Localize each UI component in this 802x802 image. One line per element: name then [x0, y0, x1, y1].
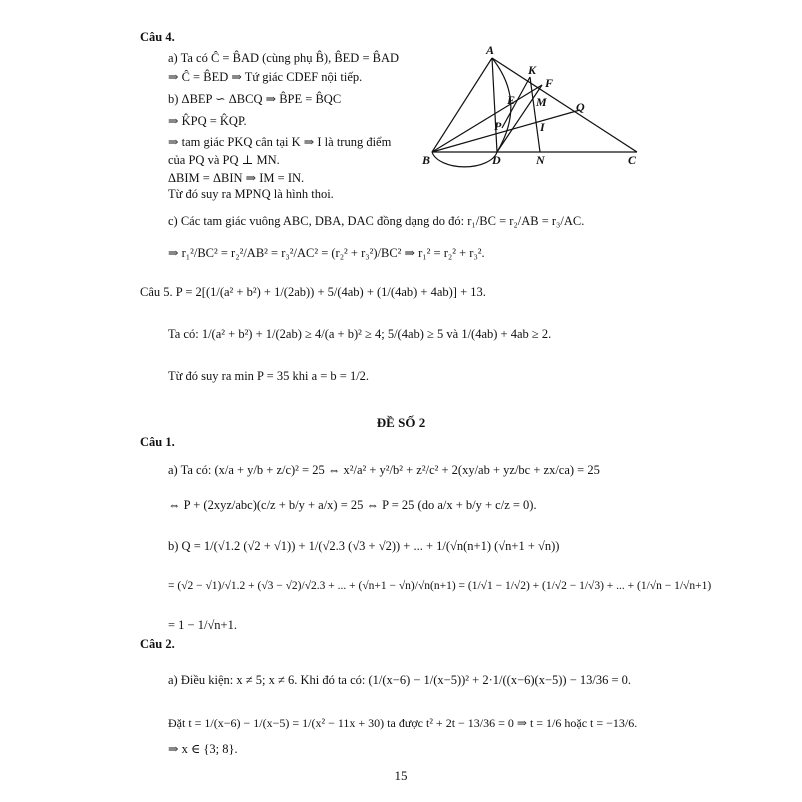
cau4-heading: Câu 4. — [140, 30, 175, 44]
cau4-line-b2: ⇒ K̂PQ = K̂QP. — [168, 114, 247, 128]
cau4-line-a2: ⇒ Ĉ = B̂ED ⇒ Tứ giác CDEF nội tiếp. — [168, 70, 363, 84]
cau2-line-a1: a) Điều kiện: x ≠ 5; x ≠ 6. Khi đó ta có: (1/(x−6) − 1/(x−5))² + 2·1/((x−6)(x−5)) − 13/36 = 0. — [168, 673, 632, 687]
cau4-line-c2: ⇒ r₁²/BC² = r₂²/AB² = r₃²/AC² = (r₂² + r₃²)/BC² ⇒ r₁² = r₂² + r₃². — [168, 246, 485, 260]
cau4-line-b4: của PQ và PQ ⊥ MN. — [168, 153, 280, 167]
label-n: N — [536, 153, 545, 167]
cau1-line-b1: b) Q = 1/(√1.2 (√2 + √1)) + 1/(√2.3 (√3 + √2)) + ... + 1/(√n(n+1) (√n+1 + √n)) — [168, 539, 560, 553]
cau1-heading: Câu 1. — [140, 435, 175, 449]
cau4-line-b5: ΔBIM = ΔBIN ⇒ IM = IN. — [168, 171, 305, 185]
cau1-line-a1: a) Ta có: (x/a + y/b + z/c)² = 25 ⇔ x²/a² + y²/b² + z²/c² + 2(xy/ab + yz/bc + zx/ca) = 25 — [168, 463, 600, 477]
page-number: 15 — [394, 768, 408, 783]
label-a: A — [486, 43, 495, 57]
label-f: F — [545, 76, 554, 90]
cau2-line-a3: ⇒ x ∈ {3; 8}. — [168, 742, 238, 756]
cau4-line-c1: c) Các tam giác vuông ABC, DBA, DAC đồng dạng do đó: r₁/BC = r₂/AB = r₃/AC. — [168, 214, 585, 228]
label-k: K — [528, 63, 537, 77]
cau1-line-b2: = (√2 − √1)/√1.2 + (√3 − √2)/√2.3 + ... + (√n+1 − √n)/√n(n+1) = (1/√1 − 1/√2) + (1/√2 − 1/√3) + ... + (1/√n − 1/√n+1) — [168, 580, 712, 592]
cau5-line-1: Câu 5. P = 2[(1/(a² + b²) + 1/(2ab)) + 5/(4ab) + (1/(4ab) + 4ab)] + 13. — [140, 285, 486, 299]
arc-bd — [432, 152, 497, 167]
label-p: P — [494, 119, 502, 133]
de-so-2-heading: ĐỀ SỐ 2 — [376, 415, 426, 430]
cau4-line-b1: b) ΔBEP ∽ ΔBCQ ⇒ B̂PE = B̂QC — [168, 92, 342, 106]
cau2-heading: Câu 2. — [140, 637, 175, 651]
cau2-line-a2: Đặt t = 1/(x−6) − 1/(x−5) = 1/(x² − 11x + 30) ta được t² + 2t − 13/36 = 0 ⇒ t = 1/6 hoặc t = −13/6. — [168, 716, 638, 730]
label-i: I — [540, 120, 545, 134]
label-m: M — [536, 95, 547, 109]
cau5-line-2: Ta có: 1/(a² + b²) + 1/(2ab) ≥ 4/(a + b)² ≥ 4; 5/(4ab) ≥ 5 và 1/(4ab) + 4ab ≥ 2. — [168, 327, 552, 341]
label-d: D — [492, 153, 501, 167]
segment-bf — [432, 85, 542, 152]
cau1-line-a2: ⇔ P + (2xyz/abc)(c/z + b/y + a/x) = 25 ⇔ P = 25 (do a/x + b/y + c/z = 0). — [168, 498, 537, 512]
cau5-line-3: Từ đó suy ra min P = 35 khi a = b = 1/2. — [168, 369, 370, 383]
cau4-line-b6: Từ đó suy ra MPNQ là hình thoi. — [168, 187, 334, 201]
label-b: B — [422, 153, 431, 167]
label-q: Q — [576, 100, 585, 114]
geometry-figure — [422, 40, 652, 170]
cau1-line-b3: = 1 − 1/√n+1. — [168, 618, 237, 632]
label-c: C — [628, 153, 637, 167]
cau4-line-a1: a) Ta có Ĉ = B̂AD (cùng phụ B̂), B̂ED = B̂AD — [168, 51, 400, 65]
segment-ad — [492, 58, 497, 152]
cau4-line-b3: ⇒ tam giác PKQ cân tại K ⇒ I là trung điểm — [168, 135, 392, 149]
label-e: E — [507, 93, 516, 107]
